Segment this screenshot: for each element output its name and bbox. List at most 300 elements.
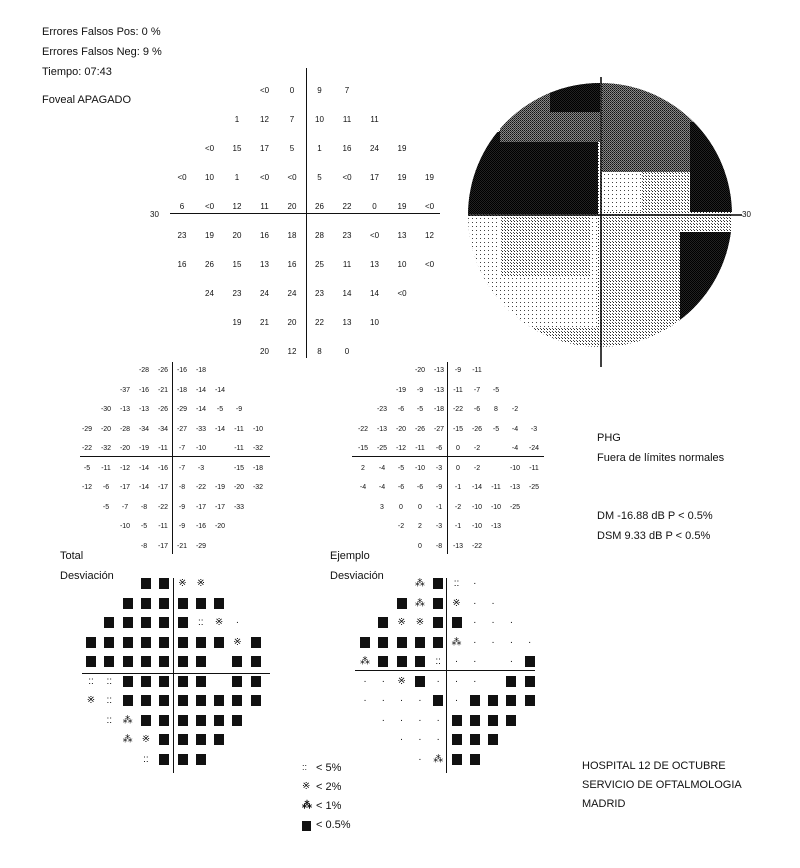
total-prob-symbol [178, 754, 188, 765]
pattern-deviation-value: -3 [530, 425, 538, 433]
total-deviation-value: -10 [195, 445, 207, 452]
total-deviation-value: -11 [158, 445, 168, 452]
total-prob-symbol [196, 656, 206, 667]
pattern-deviation-value: -4 [511, 445, 519, 452]
total-deviation-value: -11 [158, 523, 168, 530]
pattern-prob-symbol: · [381, 695, 385, 706]
pattern-deviation-value: -4 [359, 484, 367, 491]
total-prob-symbol [251, 637, 261, 648]
total-deviation-value: -26 [157, 406, 169, 413]
total-deviation-value: -32 [252, 484, 264, 491]
pattern-prob-symbol: · [436, 734, 440, 745]
total-prob-symbol [196, 734, 206, 745]
pattern-deviation-value: -23 [376, 406, 388, 413]
foveal-status: Foveal APAGADO [42, 94, 132, 106]
total-deviation-value: -32 [100, 445, 112, 452]
test-duration: Tiempo: 07:43 [42, 66, 112, 78]
pattern-prob-symbol [506, 715, 516, 726]
threshold-value: 18 [287, 231, 297, 240]
pattern-deviation-value: -6 [473, 406, 481, 413]
pattern-deviation-value: 0 [418, 503, 422, 511]
pattern-prob-x-axis [355, 670, 535, 671]
total-prob-symbol [178, 637, 188, 648]
total-prob-symbol [178, 715, 188, 726]
threshold-value: 25 [315, 260, 324, 269]
threshold-value: <0 [177, 173, 187, 182]
total-prob-symbol [196, 637, 206, 648]
total-deviation-value: -10 [119, 523, 131, 530]
pattern-prob-symbol [452, 715, 462, 726]
threshold-value: 23 [232, 289, 242, 298]
total-prob-symbol [123, 676, 133, 687]
total-prob-symbol [141, 617, 151, 628]
total-prob-symbol [196, 676, 206, 687]
total-prob-symbol: :: [143, 753, 149, 765]
pattern-prob-symbol: ⁂ [414, 578, 425, 589]
threshold-value: 23 [342, 231, 352, 240]
total-deviation-value: -16 [157, 464, 169, 472]
pattern-deviation-value: -6 [397, 406, 405, 413]
pattern-deviation-value: 3 [380, 503, 384, 511]
threshold-value: 19 [397, 202, 407, 211]
pattern-prob-symbol: · [473, 636, 477, 648]
pattern-prob-symbol: ※ [415, 617, 425, 628]
total-deviation-value: -16 [176, 367, 188, 374]
pattern-prob-symbol: · [491, 617, 495, 628]
total-prob-symbol [232, 676, 242, 687]
pattern-deviation-value: -9 [435, 484, 443, 491]
total-deviation-value: -22 [195, 484, 207, 491]
total-deviation-value: -6 [102, 484, 110, 491]
threshold-value: <0 [204, 202, 215, 211]
pattern-deviation-value: -20 [395, 425, 407, 433]
total-prob-symbol [196, 695, 206, 706]
total-prob-symbol [104, 617, 114, 628]
total-deviation-value: -11 [234, 445, 244, 452]
threshold-value: 23 [315, 289, 324, 298]
total-deviation-value: -21 [176, 542, 188, 550]
pattern-deviation-value: -11 [415, 445, 425, 452]
pattern-deviation-value: -20 [414, 367, 426, 374]
total-prob-symbol [251, 676, 261, 687]
total-prob-symbol [86, 656, 96, 667]
total-deviation-value: -19 [214, 484, 226, 491]
total-deviation-value: -7 [121, 503, 129, 511]
threshold-value: 13 [397, 231, 407, 240]
total-deviation-value: -9 [178, 523, 186, 530]
total-prob-symbol [178, 695, 188, 706]
total-prob-symbol [159, 676, 169, 687]
total-deviation-value: -18 [176, 386, 188, 394]
pattern-prob-symbol [397, 656, 407, 667]
pattern-prob-symbol: ⁂ [360, 656, 370, 667]
total-prob-symbol [123, 656, 133, 667]
pattern-prob-symbol: · [418, 753, 422, 765]
pattern-deviation-value: -10 [471, 523, 483, 530]
threshold-value: 5 [289, 144, 295, 153]
threshold-value: 11 [260, 202, 269, 211]
total-deviation-value: -22 [157, 503, 169, 511]
total-prob-symbol [141, 598, 151, 609]
pattern-prob-symbol [470, 695, 480, 706]
total-deviation-value: -18 [252, 464, 264, 472]
total-prob-symbol [196, 715, 206, 726]
total-prob-symbol [141, 695, 151, 706]
pattern-prob-symbol: :: [435, 656, 441, 667]
pattern-deviation-value: -13 [452, 542, 464, 550]
legend-1pct: ⁂ < 1% [302, 800, 342, 812]
pattern-deviation-value: -10 [490, 503, 502, 511]
pattern-prob-symbol: ⁂ [414, 597, 425, 609]
pattern-prob-symbol [452, 734, 462, 745]
threshold-value: 14 [342, 289, 352, 298]
total-prob-symbol [251, 656, 261, 667]
threshold-value: <0 [287, 173, 297, 182]
pattern-deviation-value: -6 [435, 445, 443, 452]
pattern-prob-symbol: · [363, 675, 367, 687]
threshold-value: 12 [287, 347, 297, 356]
total-prob-symbol [214, 598, 224, 609]
pattern-prob-symbol: · [418, 734, 422, 745]
total-prob-symbol [232, 715, 242, 726]
ghg-title: PHG [597, 432, 621, 444]
pattern-deviation-value: -19 [395, 386, 407, 394]
legend-cross-icon: ※ [302, 781, 311, 792]
total-prob-symbol: ※ [233, 636, 242, 648]
total-deviation-value: -17 [195, 503, 207, 511]
grayscale-plot [460, 62, 760, 370]
total-deviation-value: -37 [119, 386, 131, 394]
pattern-deviation-value: -25 [509, 503, 521, 511]
pattern-prob-symbol: · [454, 656, 459, 667]
pattern-deviation-value: -10 [471, 503, 483, 511]
pattern-prob-symbol: ⁂ [433, 753, 444, 765]
pattern-deviation-value: -24 [528, 445, 540, 452]
total-deviation-value: -22 [81, 445, 93, 452]
total-deviation-label: Desviación [60, 570, 114, 582]
pattern-deviation-value: -25 [376, 445, 388, 452]
pattern-deviation-value: -2 [511, 406, 519, 413]
total-prob-symbol [86, 637, 96, 648]
threshold-value: 1 [234, 173, 240, 182]
grayscale-axis-label: 30 [742, 210, 751, 219]
threshold-value: <0 [424, 260, 435, 269]
pattern-deviation-value: -15 [452, 425, 464, 433]
total-deviation-value: -9 [178, 503, 186, 511]
threshold-value: 16 [260, 231, 269, 240]
total-deviation-value: -16 [138, 386, 150, 394]
total-deviation-value: -34 [157, 425, 169, 433]
total-deviation-value: -5 [216, 406, 224, 413]
total-deviation-value: -29 [176, 406, 188, 413]
threshold-value: 20 [232, 231, 242, 240]
total-prob-symbol: :: [106, 695, 113, 706]
false-positive-errors: Errores Falsos Pos: 0 % [42, 26, 161, 38]
pattern-deviation-value: -13 [509, 484, 521, 491]
pattern-deviation-value: -11 [453, 386, 463, 394]
pattern-deviation-value: -4 [378, 484, 386, 491]
total-deviation-value: -20 [233, 484, 245, 491]
total-deviation-value: -20 [214, 523, 226, 530]
threshold-value: 0 [344, 347, 350, 356]
total-prob-symbol [123, 695, 133, 706]
pattern-deviation-value: -1 [454, 523, 462, 530]
pattern-deviation-value: -22 [357, 425, 369, 433]
pattern-prob-symbol: · [381, 675, 385, 687]
pattern-deviation-value: -13 [433, 386, 445, 394]
total-label: Total [60, 550, 84, 562]
total-deviation-value: -33 [233, 503, 245, 511]
threshold-value: <0 [259, 86, 270, 95]
pattern-prob-symbol [525, 656, 535, 667]
threshold-value: 11 [342, 260, 352, 269]
pattern-prob-symbol [470, 715, 480, 726]
pattern-prob-symbol [397, 637, 407, 648]
total-deviation-value: -8 [140, 503, 148, 511]
threshold-value: 1 [317, 144, 322, 153]
total-prob-symbol [178, 598, 188, 609]
threshold-value: 11 [342, 115, 352, 124]
pattern-deviation-value: -22 [452, 406, 464, 413]
threshold-value: 16 [177, 260, 187, 269]
total-deviation-value: -29 [195, 542, 207, 550]
pattern-deviation-value: 0 [418, 542, 422, 550]
pattern-deviation-value: -9 [454, 367, 462, 374]
pattern-prob-symbol: ※ [452, 597, 461, 609]
pattern-deviation-value: -14 [471, 484, 483, 491]
legend-dense-icon: ⁂ [302, 800, 312, 811]
total-prob-symbol [214, 734, 224, 745]
total-deviation-value: -5 [102, 503, 110, 511]
total-deviation-value: -20 [100, 425, 112, 433]
pattern-deviation-value: -4 [511, 425, 519, 433]
pattern-prob-symbol [525, 676, 535, 687]
total-prob-symbol [159, 637, 169, 648]
pattern-deviation-value: -8 [435, 542, 443, 550]
hospital-name: HOSPITAL 12 DE OCTUBRE [582, 760, 726, 772]
ghg-result: Fuera de límites normales [597, 452, 725, 464]
threshold-value: <0 [204, 144, 215, 153]
pattern-prob-symbol: · [418, 695, 422, 706]
pattern-prob-symbol [378, 617, 388, 628]
threshold-value: 19 [425, 173, 434, 182]
pattern-prob-symbol [488, 695, 498, 706]
threshold-value: 15 [232, 144, 242, 153]
total-deviation-value: -28 [138, 367, 150, 374]
threshold-value: <0 [397, 289, 407, 298]
total-deviation-value: -13 [138, 406, 150, 413]
total-deviation-value: -11 [234, 425, 244, 433]
pattern-deviation-value: -3 [435, 523, 443, 530]
total-deviation-value: -8 [140, 542, 148, 550]
pattern-prob-symbol: ⁂ [451, 636, 462, 648]
total-prob-symbol [178, 617, 188, 628]
pattern-prob-symbol [433, 617, 443, 628]
threshold-value: 24 [260, 289, 269, 298]
legend-5pct: :: < 5% [302, 762, 342, 774]
total-prob-symbol: ⁂ [122, 734, 133, 745]
total-deviation-value: -15 [233, 464, 245, 472]
threshold-value: <0 [259, 173, 270, 182]
total-prob-symbol [232, 656, 242, 667]
total-prob-x-axis [82, 673, 270, 674]
total-deviation-value: -30 [100, 406, 112, 413]
pattern-prob-symbol: · [473, 578, 477, 589]
pattern-deviation-value: -6 [416, 484, 424, 491]
threshold-value: 10 [370, 318, 379, 327]
pattern-prob-symbol: · [473, 656, 477, 667]
threshold-value: 13 [260, 260, 269, 269]
total-prob-symbol: ※ [141, 734, 151, 745]
pattern-std-deviation: DSM 9.33 dB P < 0.5% [597, 530, 711, 542]
total-deviation-value: -18 [195, 367, 207, 374]
total-prob-symbol [123, 598, 133, 609]
total-prob-symbol [251, 695, 261, 706]
total-prob-symbol [159, 715, 169, 726]
total-prob-symbol: ※ [86, 695, 96, 706]
threshold-value: 22 [342, 202, 352, 211]
threshold-value: 19 [232, 318, 242, 327]
total-deviation-value: -17 [157, 542, 169, 550]
pattern-prob-symbol [525, 695, 535, 706]
total-deviation-value: -14 [138, 484, 150, 491]
threshold-value: <0 [424, 202, 435, 211]
total-deviation-value: -17 [214, 503, 226, 511]
total-prob-symbol [104, 637, 114, 648]
total-deviation-value: -29 [81, 425, 93, 433]
threshold-value: 0 [372, 202, 377, 211]
total-deviation-value: -27 [176, 425, 188, 433]
pattern-deviation-value: -2 [397, 523, 405, 530]
total-prob-y-axis [173, 578, 174, 773]
pattern-prob-symbol: · [509, 636, 514, 648]
total-prob-symbol: :: [88, 675, 94, 687]
threshold-value: 24 [370, 144, 379, 153]
total-prob-symbol: ※ [178, 578, 187, 589]
pattern-deviation-value: -26 [471, 425, 483, 433]
threshold-value: 8 [317, 347, 322, 356]
total-prob-symbol: :: [106, 675, 113, 687]
total-prob-symbol [141, 637, 151, 648]
threshold-y-axis [306, 68, 307, 358]
total-deviation-value: -14 [214, 425, 226, 433]
pattern-prob-y-axis [446, 578, 447, 773]
pattern-prob-symbol [433, 578, 443, 589]
pattern-prob-symbol: · [436, 714, 440, 726]
pattern-prob-symbol [415, 656, 425, 667]
false-negative-errors: Errores Falsos Neg: 9 % [42, 46, 162, 58]
pattern-deviation-value: -15 [357, 445, 369, 452]
total-deviation-value: -8 [178, 484, 186, 491]
pattern-deviation-value: -2 [473, 445, 481, 452]
threshold-value: 16 [287, 260, 297, 269]
threshold-value: 13 [342, 318, 352, 327]
total-prob-symbol: · [235, 617, 240, 628]
pattern-label: Ejemplo [330, 550, 370, 562]
total-prob-symbol [159, 734, 169, 745]
pattern-deviation-value: -12 [395, 445, 407, 452]
pattern-prob-symbol: · [473, 617, 477, 628]
legend-05pct: < 0.5% [302, 819, 351, 831]
pattern-deviation-value: -10 [509, 464, 521, 472]
threshold-value: 24 [205, 289, 214, 298]
total-prob-symbol: ⁂ [122, 714, 133, 726]
total-prob-symbol: :: [106, 714, 113, 726]
total-prob-symbol [178, 656, 188, 667]
total-prob-symbol [141, 656, 151, 667]
threshold-value: 20 [287, 202, 297, 211]
pattern-prob-symbol: · [399, 714, 404, 726]
pattern-deviation-value: -13 [376, 425, 388, 433]
threshold-value: 28 [315, 231, 324, 240]
pattern-deviation-value: -22 [471, 542, 483, 550]
total-deviation-value: -28 [119, 425, 131, 433]
total-prob-symbol [159, 578, 169, 589]
total-prob-symbol [104, 656, 114, 667]
total-prob-symbol [141, 676, 151, 687]
threshold-value: 14 [370, 289, 379, 298]
pattern-prob-symbol: · [509, 617, 514, 628]
legend-square-icon [302, 821, 311, 831]
threshold-value: 15 [232, 260, 242, 269]
threshold-value: 11 [370, 115, 379, 124]
threshold-value: 10 [397, 260, 407, 269]
pattern-prob-symbol [433, 598, 443, 609]
total-deviation-value: -7 [178, 445, 186, 452]
threshold-value: 16 [342, 144, 352, 153]
total-deviation-value: -11 [101, 464, 111, 472]
pattern-prob-symbol [360, 637, 370, 648]
total-prob-symbol [123, 637, 133, 648]
threshold-value: 7 [344, 86, 350, 95]
pattern-deviation-value: 8 [494, 406, 498, 413]
pattern-prob-symbol: · [473, 597, 477, 609]
pattern-deviation-value: 0 [399, 503, 403, 511]
threshold-grid [0, 0, 460, 360]
pattern-deviation-value: -26 [414, 425, 426, 433]
total-prob-symbol [214, 695, 224, 706]
threshold-value: 0 [289, 86, 295, 95]
pattern-deviation-value: -4 [378, 464, 386, 472]
total-prob-symbol [159, 754, 169, 765]
total-deviation-value: -32 [252, 445, 264, 452]
total-deviation-value: -3 [197, 464, 205, 472]
legend-dots-icon: :: [302, 762, 308, 772]
total-deviation-value: -26 [157, 367, 169, 374]
total-prob-symbol: ※ [196, 578, 205, 589]
pattern-dev-x-axis [352, 456, 544, 457]
pattern-deviation-label: Desviación [330, 570, 384, 582]
pattern-deviation-value: -27 [433, 425, 445, 433]
pattern-deviation-value: -13 [433, 367, 445, 374]
pattern-prob-symbol [452, 617, 462, 628]
pattern-prob-symbol [488, 715, 498, 726]
threshold-value: 23 [177, 231, 187, 240]
mean-deviation: DM -16.88 dB P < 0.5% [597, 510, 713, 522]
threshold-value: 13 [370, 260, 379, 269]
pattern-deviation-value: 2 [361, 464, 365, 472]
threshold-x-axis [170, 213, 440, 214]
pattern-prob-symbol [433, 695, 443, 706]
pattern-deviation-value: -11 [472, 367, 482, 374]
pattern-deviation-value: -5 [492, 425, 500, 433]
total-deviation-value: -14 [138, 464, 150, 472]
pattern-prob-symbol [378, 637, 388, 648]
pattern-prob-symbol: ※ [397, 617, 406, 628]
threshold-value: 12 [425, 231, 434, 240]
total-prob-symbol [232, 695, 242, 706]
pattern-deviation-value: 0 [456, 464, 460, 472]
